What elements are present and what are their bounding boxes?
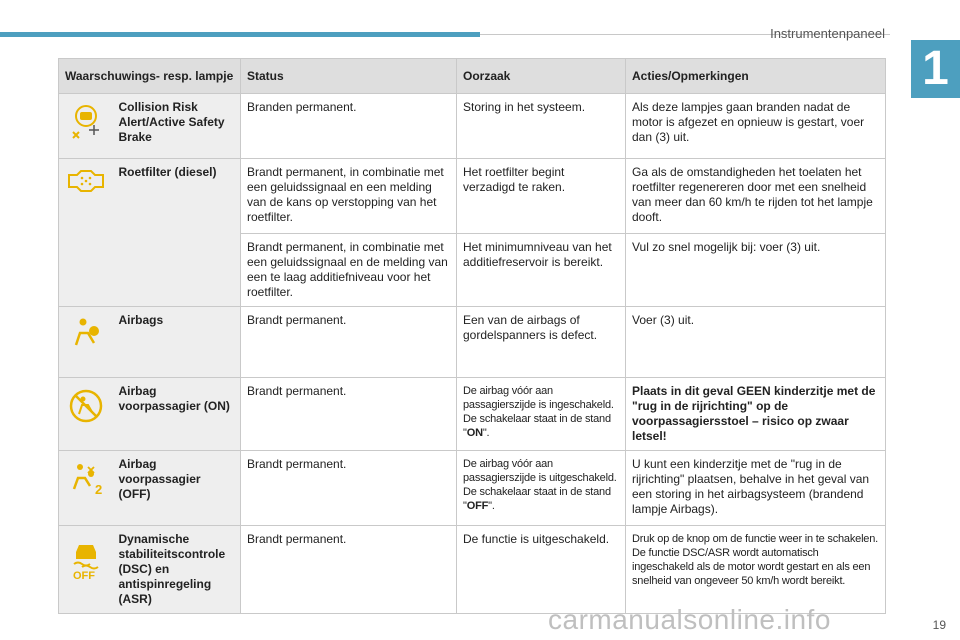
lamp-name: Airbag voorpassagier (OFF) — [113, 451, 241, 526]
status-cell: Brandt permanent, in combinatie met een geluidssignaal en de melding van een te laag additiefniveau voor het roetfilter. — [241, 234, 457, 307]
page-number: 19 — [932, 618, 946, 632]
cause-cell: Het roetfilter begint verzadigd te raken. — [457, 159, 626, 234]
dsc-off-label: OFF — [72, 570, 95, 580]
action-cell: Als deze lampjes gaan branden nadat de motor is afgezet en opnieuw is gestart, voer dan (3) uit. — [626, 94, 886, 159]
collision-alert-icon — [59, 94, 113, 159]
lamp-name: Airbag voorpassagier (ON) — [113, 378, 241, 451]
cause-text-end: ". — [488, 500, 495, 512]
lamp-name: Roetfilter (diesel) — [113, 159, 241, 307]
dsc-off-icon — [59, 526, 113, 614]
action-cell: Voer (3) uit. — [626, 307, 886, 378]
cause-cell: Het minimumniveau van het additiefreservoir is bereikt. — [457, 234, 626, 307]
table-row — [59, 159, 886, 234]
action-emphasis: rug in de rijrichting — [637, 399, 748, 413]
action-text: Plaats in dit geval GEEN kinderzitje met de " — [632, 384, 876, 413]
cause-cell — [457, 378, 626, 451]
col-header-action: Acties/Opmerkingen — [626, 59, 886, 94]
action-cell: Ga als de omstandigheden het toelaten het roetfilter regenereren door met een snelheid van meer dan 60 km/h te rijden tot het lampje dooft. — [626, 159, 886, 234]
lamp-name: Dynamische stabiliteitscontrole (DSC) en antispinregeling (ASR) — [113, 526, 241, 614]
table-row — [59, 378, 886, 451]
cause-switch-state: ON — [466, 427, 483, 439]
col-header-lamp: Waarschuwings- resp. lampje — [59, 59, 241, 94]
col-header-cause: Oorzaak — [457, 59, 626, 94]
header-accent-bar — [0, 32, 480, 37]
status-cell: Brandt permanent. — [241, 526, 457, 614]
table-row — [59, 451, 886, 526]
table-row — [59, 307, 886, 378]
warning-lights-table — [58, 58, 886, 614]
section-title: Instrumentenpaneel — [770, 26, 885, 41]
cause-cell: De functie is uitgeschakeld. — [457, 526, 626, 614]
cause-cell: Storing in het systeem. — [457, 94, 626, 159]
watermark: carmanualsonline.info — [548, 604, 831, 635]
cause-text: De airbag vóór aan passagierszijde is ingeschakeld. De schakelaar staat in de stand " — [463, 385, 614, 439]
airbag-icon — [59, 307, 113, 378]
status-cell: Brandt permanent. — [241, 307, 457, 378]
cause-cell — [457, 451, 626, 526]
passenger-airbag-off-icon — [59, 451, 113, 526]
cause-cell: Een van de airbags of gordelspanners is defect. — [457, 307, 626, 378]
table-header-row — [59, 59, 886, 94]
svg-text:2: 2 — [94, 482, 102, 497]
action-text-end: " op de voorpassagiersstoel – risico op zwaar letsel! — [632, 399, 849, 443]
action-cell: U kunt een kinderzitje met de "rug in de rijrichting" plaatsen, behalve in het geval van een storing in het airbagsysteem (brandend lampje Airbags). — [626, 451, 886, 526]
col-header-status: Status — [241, 59, 457, 94]
status-cell: Branden permanent. — [241, 94, 457, 159]
action-cell: Vul zo snel mogelijk bij: voer (3) uit. — [626, 234, 886, 307]
status-cell: Brandt permanent. — [241, 378, 457, 451]
table-row — [59, 94, 886, 159]
lamp-name: Airbags — [113, 307, 241, 378]
cause-text-end: ". — [482, 427, 490, 439]
chapter-tab: 1 — [911, 40, 960, 98]
cause-text: De airbag vóór aan passagierszijde is uitgeschakeld. De schakelaar staat in de stand " — [463, 458, 617, 512]
lamp-name: Collision Risk Alert/Active Safety Brake — [113, 94, 241, 159]
status-cell: Brandt permanent, in combinatie met een geluidssignaal en een melding van de kans op verstopping van het roetfilter. — [241, 159, 457, 234]
action-cell — [626, 378, 886, 451]
table-row — [59, 526, 886, 614]
status-cell: Brandt permanent. — [241, 451, 457, 526]
particle-filter-icon — [59, 159, 113, 307]
passenger-airbag-on-icon — [59, 378, 113, 451]
cause-switch-state: OFF — [466, 500, 489, 512]
action-cell: Druk op de knop om de functie weer in te schakelen. De functie DSC/ASR wordt automatisch ingeschakeld als de motor wordt gestart en als een snelheid van ongeveer 50 km/h wordt bereikt. — [626, 526, 886, 614]
